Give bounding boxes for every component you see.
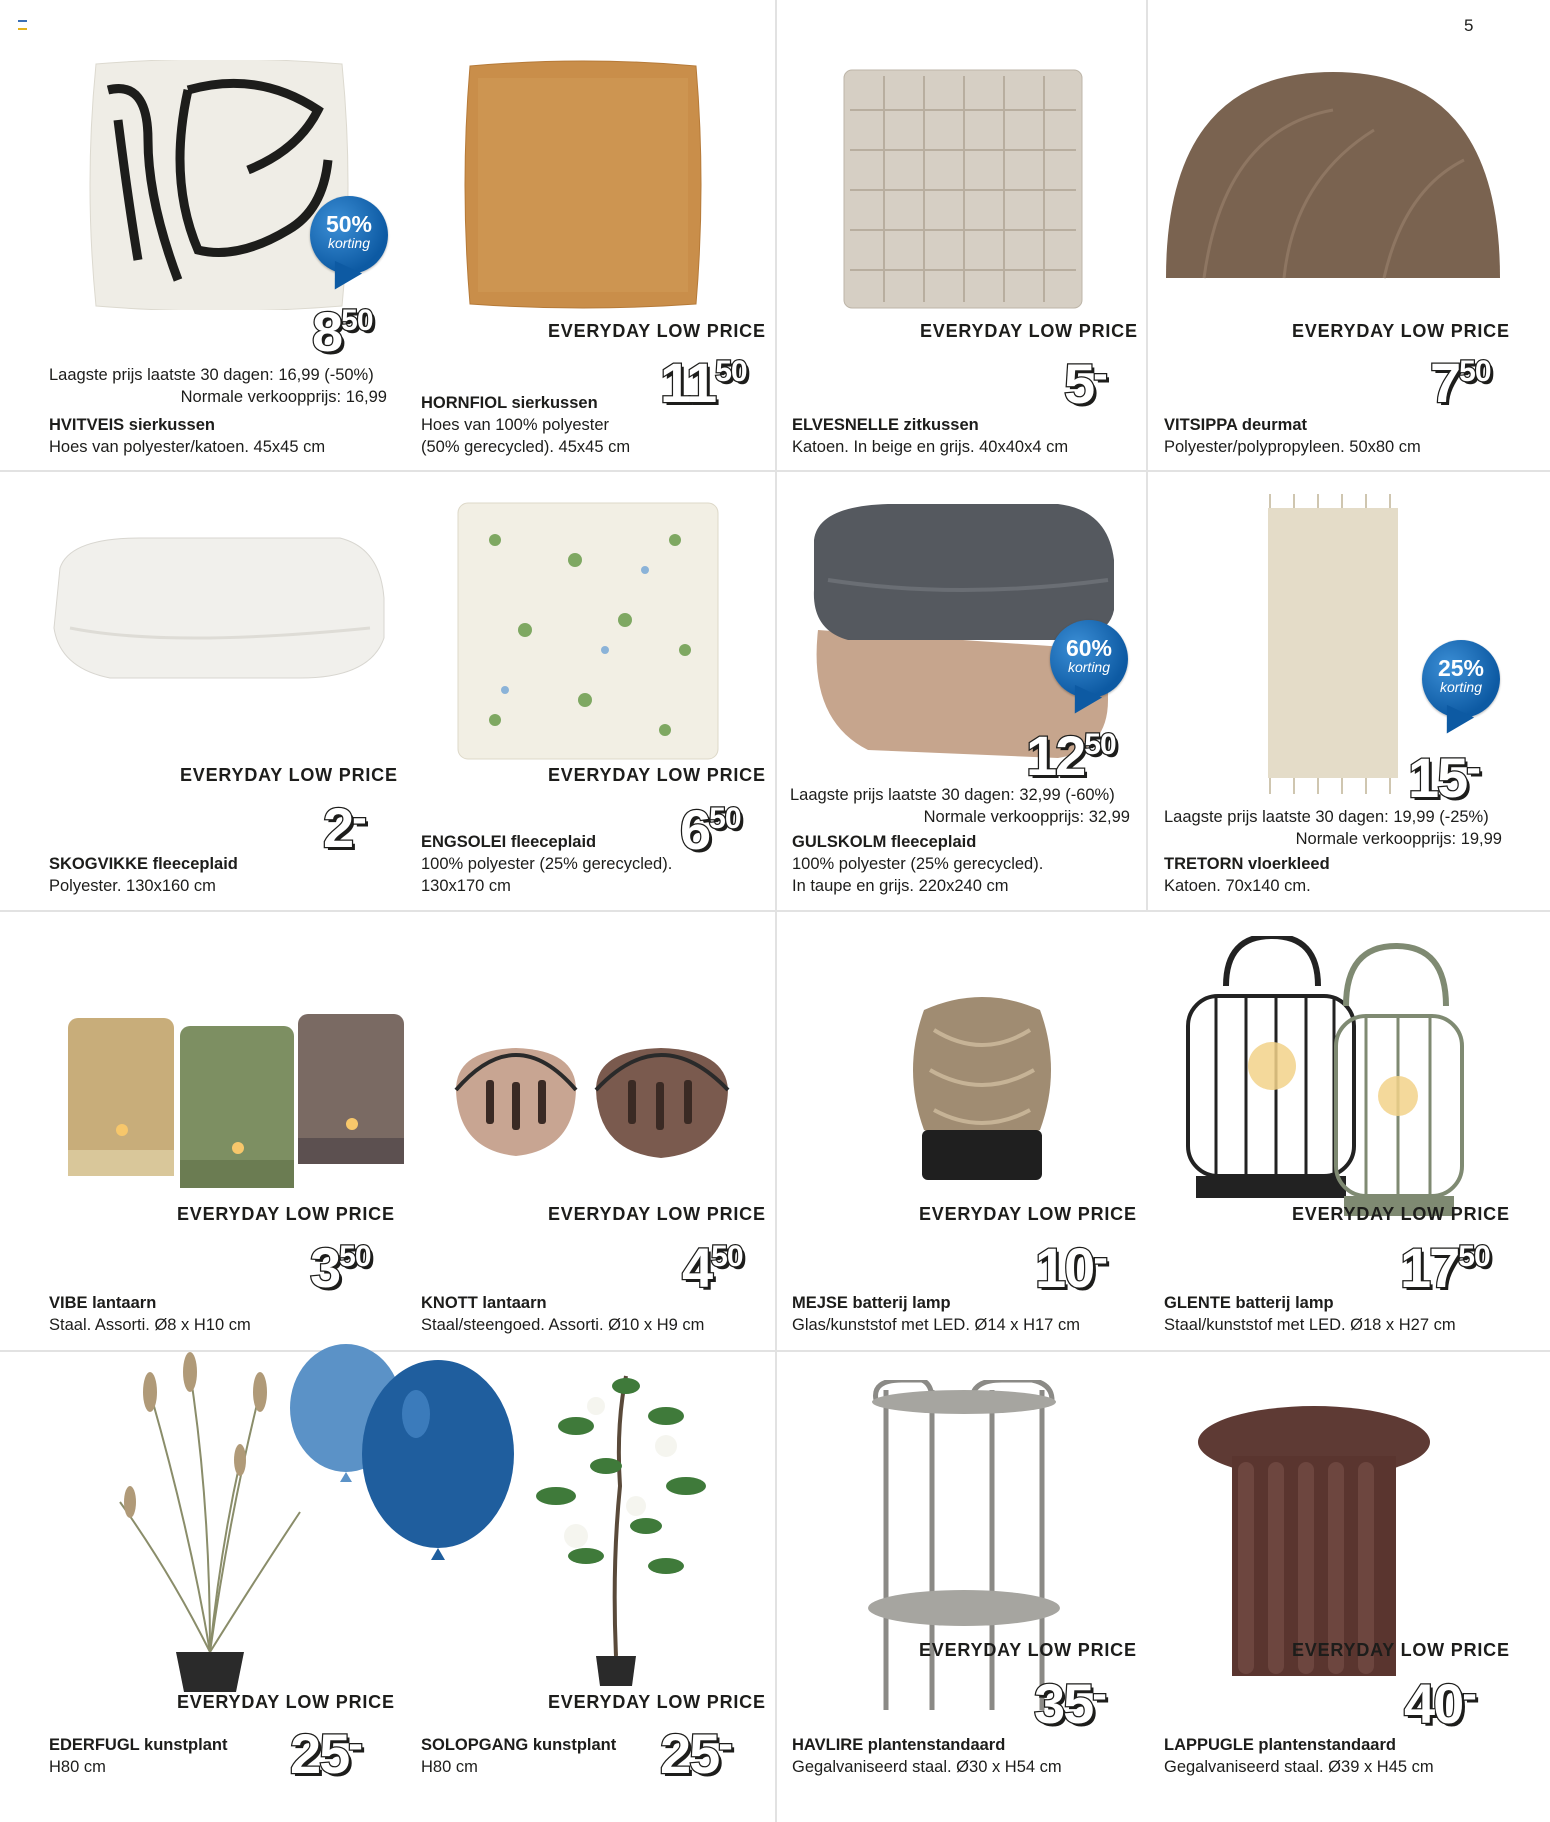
price: 2- [323, 793, 367, 859]
everyday-low-price-label: EVERYDAY LOW PRICE [548, 321, 766, 341]
everyday-low-price-label: EVERYDAY LOW PRICE [177, 1692, 395, 1712]
product-desc: Staal. Assorti. Ø8 x H10 cm [49, 1316, 251, 1334]
price-note: Normale verkoopprijs: 16,99 [180, 388, 387, 406]
pedestal-plant-stand-image [1196, 1406, 1432, 1676]
product-desc: Staal/steengoed. Assorti. Ø10 x H9 cm [421, 1316, 705, 1334]
price-note: Normale verkoopprijs: 19,99 [1295, 830, 1502, 848]
product-desc: Katoen. In beige en grijs. 40x40x4 cm [792, 438, 1069, 456]
product-name: TRETORN vloerkleed [1164, 855, 1330, 873]
balloons-image [286, 1344, 518, 1566]
price: 40- [1404, 1669, 1477, 1735]
product-name: HAVLIRE plantenstandaard [792, 1736, 1006, 1754]
product-name: GULSKOLM fleeceplaid [792, 833, 977, 851]
artificial-grass-plant-image [110, 1352, 310, 1692]
price: 5- [1064, 349, 1108, 415]
everyday-low-price-label: EVERYDAY LOW PRICE [180, 765, 398, 785]
floral-blanket-image [455, 500, 721, 762]
price: 1150 [660, 351, 747, 414]
price: 1250 [1026, 724, 1116, 787]
discount-badge: 25% korting [1422, 640, 1500, 718]
product-desc: 130x170 cm [421, 877, 511, 895]
product-name: EDERFUGL kunstplant [49, 1736, 228, 1754]
product-desc: (50% gerecycled). 45x45 cm [421, 438, 631, 456]
divider [0, 470, 1550, 472]
product-name: GLENTE batterij lamp [1164, 1294, 1334, 1312]
product-info [792, 831, 1043, 897]
product-name: ELVESNELLE zitkussen [792, 416, 979, 434]
product-info [1164, 1734, 1434, 1778]
product-desc: Polyester/polypropyleen. 50x80 cm [1164, 438, 1421, 456]
price: 650 [680, 798, 741, 861]
divider [0, 910, 1550, 912]
everyday-low-price-label: EVERYDAY LOW PRICE [920, 321, 1138, 341]
price: 450 [682, 1236, 743, 1299]
product-name: KNOTT lantaarn [421, 1294, 547, 1312]
cushion-pattern-image [88, 60, 350, 310]
plant-stand-image [862, 1380, 1062, 1730]
glass-lamp-image [904, 990, 1060, 1190]
product-desc: 100% polyester (25% gerecycled). [792, 855, 1044, 873]
product-desc: Gegalvaniseerd staal. Ø39 x H45 cm [1164, 1758, 1434, 1776]
product-info [49, 853, 238, 897]
price: 350 [310, 1236, 371, 1299]
page-number: 5 [1464, 16, 1474, 35]
product-desc: H80 cm [49, 1758, 106, 1776]
product-name: MEJSE batterij lamp [792, 1294, 951, 1312]
product-info [421, 1292, 704, 1336]
price: 35- [1034, 1669, 1107, 1735]
product-info [49, 414, 325, 458]
product-info [421, 392, 630, 458]
product-info [1164, 414, 1421, 458]
price: 10- [1035, 1233, 1108, 1299]
product-name: HORNFIOL sierkussen [421, 394, 598, 412]
product-desc: Gegalvaniseerd staal. Ø30 x H54 cm [792, 1758, 1062, 1776]
product-name: SKOGVIKKE fleeceplaid [49, 855, 238, 873]
cushion-image [458, 60, 708, 310]
price-note: Normale verkoopprijs: 32,99 [923, 808, 1130, 826]
price-note: Laagste prijs laatste 30 dagen: 32,99 (-60%) [790, 786, 1115, 804]
folded-blanket-image [50, 528, 386, 688]
cage-lamps-image [1186, 936, 1468, 1238]
product-desc: Katoen. 70x140 cm. [1164, 877, 1311, 895]
product-info [49, 1292, 251, 1336]
lanterns-image [66, 1010, 406, 1190]
price: 25- [660, 1719, 733, 1785]
everyday-low-price-label: EVERYDAY LOW PRICE [548, 1204, 766, 1224]
everyday-low-price-label: EVERYDAY LOW PRICE [1292, 1640, 1510, 1660]
product-name: LAPPUGLE plantenstandaard [1164, 1736, 1396, 1754]
product-name: ENGSOLEI fleeceplaid [421, 833, 597, 851]
product-info [421, 831, 672, 897]
product-desc: Hoes van polyester/katoen. 45x45 cm [49, 438, 326, 456]
product-info [792, 1734, 1062, 1778]
everyday-low-price-label: EVERYDAY LOW PRICE [919, 1204, 1137, 1224]
product-name: VITSIPPA deurmat [1164, 416, 1308, 434]
divider [1146, 0, 1148, 910]
everyday-low-price-label: EVERYDAY LOW PRICE [919, 1640, 1137, 1660]
product-info [49, 1734, 227, 1778]
everyday-low-price-label: EVERYDAY LOW PRICE [1292, 321, 1510, 341]
price-note: Laagste prijs laatste 30 dagen: 16,99 (-50%) [49, 366, 374, 384]
product-desc: Glas/kunststof met LED. Ø14 x H17 cm [792, 1316, 1080, 1334]
discount-badge: 50% korting [310, 196, 388, 274]
price: 15- [1408, 743, 1481, 809]
price-note: Laagste prijs laatste 30 dagen: 19,99 (-25%) [1164, 808, 1489, 826]
everyday-low-price-label: EVERYDAY LOW PRICE [1292, 1204, 1510, 1224]
product-desc: In taupe en grijs. 220x240 cm [792, 877, 1009, 895]
product-desc: 100% polyester (25% gerecycled). [421, 855, 673, 873]
price: 25- [290, 1719, 363, 1785]
everyday-low-price-label: EVERYDAY LOW PRICE [548, 765, 766, 785]
price: 850 [312, 300, 373, 363]
product-desc: Staal/kunststof met LED. Ø18 x H27 cm [1164, 1316, 1456, 1334]
everyday-low-price-label: EVERYDAY LOW PRICE [548, 1692, 766, 1712]
product-info [1164, 1292, 1456, 1336]
product-info [1164, 853, 1330, 897]
everyday-low-price-label: EVERYDAY LOW PRICE [177, 1204, 395, 1224]
seat-cushion-image [840, 66, 1086, 312]
product-info [792, 414, 1068, 458]
product-desc: Polyester. 130x160 cm [49, 877, 216, 895]
artificial-tree-image [516, 1366, 716, 1686]
doormat-image [1164, 70, 1502, 280]
price: 1750 [1400, 1236, 1490, 1299]
discount-badge: 60% korting [1050, 620, 1128, 698]
flag-mark [18, 20, 27, 30]
stoneware-lanterns-image [446, 1030, 746, 1160]
rug-image [1264, 494, 1402, 794]
product-name: HVITVEIS sierkussen [49, 416, 215, 434]
product-name: SOLOPGANG kunstplant [421, 1736, 617, 1754]
product-info [792, 1292, 1080, 1336]
price: 750 [1430, 351, 1491, 414]
product-desc: H80 cm [421, 1758, 478, 1776]
product-name: VIBE lantaarn [49, 1294, 157, 1312]
product-desc: Hoes van 100% polyester [421, 416, 610, 434]
product-info [421, 1734, 616, 1778]
